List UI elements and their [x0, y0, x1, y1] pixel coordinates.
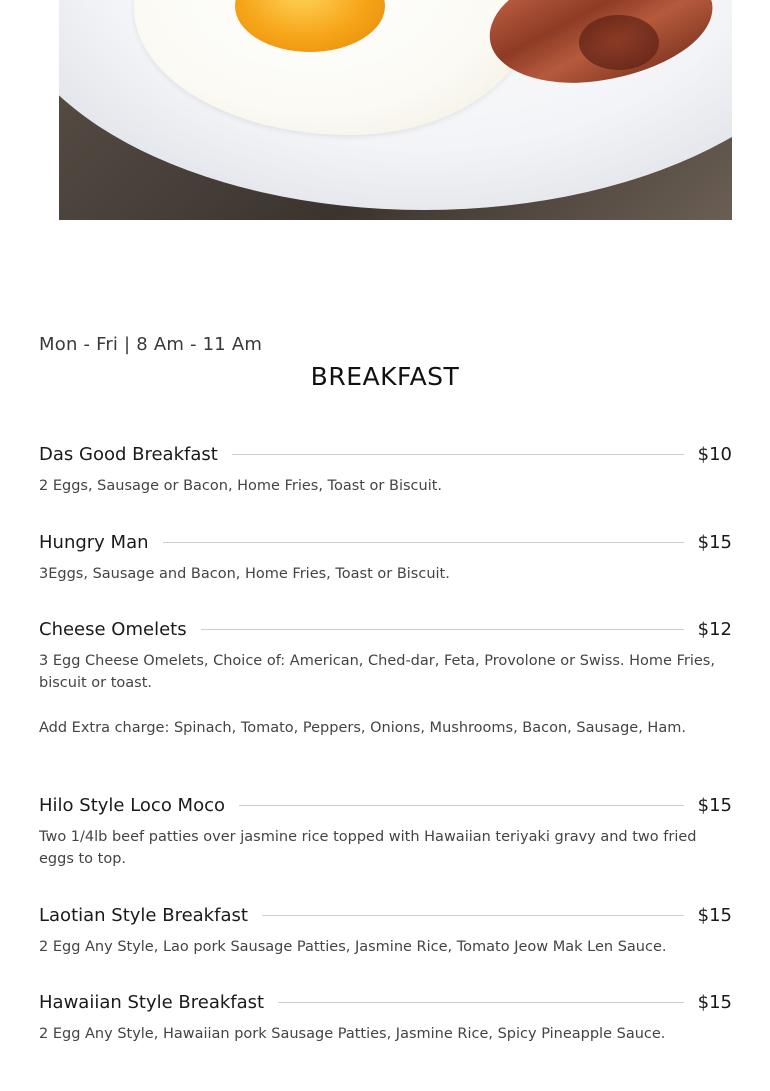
menu-item-description: 2 Egg Any Style, Hawaiian pork Sausage Patties, Jasmine Rice, Spicy Pineapple Sauce.	[39, 1026, 666, 1042]
menu-item-price: $12	[697, 618, 732, 640]
menu-item-das-good-breakfast	[39, 441, 732, 497]
menu-item-name: Laotian Style Breakfast	[39, 904, 248, 926]
menu-item-name: Hilo Style Loco Moco	[39, 794, 226, 816]
bacon-shadow-shape	[579, 15, 659, 70]
menu-item-name: Cheese Omelets	[39, 618, 187, 640]
menu-item-price: $10	[697, 443, 732, 465]
menu-item-price: $15	[697, 991, 732, 1013]
menu-item-description: 2 Eggs, Sausage or Bacon, Home Fries, Toast or Biscuit.	[39, 478, 443, 494]
menu-item-name: Hungry Man	[39, 531, 149, 553]
menu-item-description: Two 1/4lb beef patties over jasmine rice topped with Hawaiian teriyaki gravy and two fried eggs to top.	[39, 829, 697, 867]
section-title: BREAKFAST	[310, 362, 460, 391]
leader-line	[201, 629, 684, 630]
leader-line	[278, 1002, 684, 1003]
menu-item-hilo-style-loco-moco	[39, 792, 732, 870]
menu-item-cheese-omelets	[39, 616, 732, 739]
menu-item-price: $15	[697, 531, 732, 553]
menu-item-price: $15	[697, 904, 732, 926]
leader-line	[239, 805, 684, 806]
menu-item-laotian-style-breakfast	[39, 902, 732, 958]
menu-item-description: 3Eggs, Sausage and Bacon, Home Fries, Toast or Biscuit.	[39, 566, 450, 582]
menu-item-description: 3 Egg Cheese Omelets, Choice of: American, Ched-dar, Feta, Provolone or Swiss. Home Fries, biscuit or toast.	[39, 653, 715, 691]
menu-item-name: Hawaiian Style Breakfast	[39, 991, 265, 1013]
hero-photo	[59, 0, 732, 220]
leader-line	[262, 915, 684, 916]
leader-line	[232, 454, 684, 455]
leader-line	[163, 542, 684, 543]
menu-item-price: $15	[697, 794, 732, 816]
menu-hours: Mon - Fri | 8 Am - 11 Am	[39, 334, 263, 355]
menu-item-extras-note: Add Extra charge: Spinach, Tomato, Peppers, Onions, Mushrooms, Bacon, Sausage, Ham.	[39, 720, 686, 736]
menu-item-name: Das Good Breakfast	[39, 443, 218, 465]
menu-item-hawaiian-style-breakfast	[39, 989, 732, 1045]
menu-item-hungry-man	[39, 529, 732, 585]
menu-item-description: 2 Egg Any Style, Lao pork Sausage Patties, Jasmine Rice, Tomato Jeow Mak Len Sauce.	[39, 939, 667, 955]
